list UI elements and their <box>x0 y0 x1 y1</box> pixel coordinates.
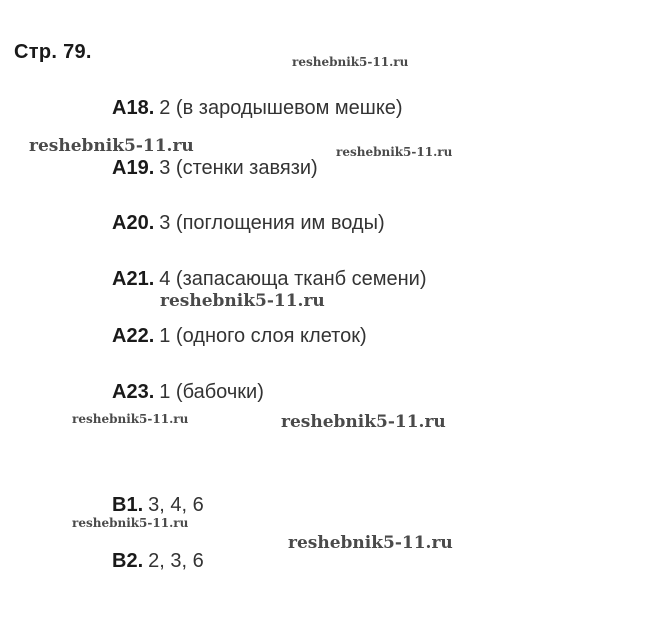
answer-text: 2 (в зародышевом мешке) <box>159 97 403 119</box>
answer-text: 2, 3, 6 <box>148 550 204 572</box>
watermark: reshebnik5-11.ru <box>292 55 409 69</box>
answer-number: В1. <box>112 494 144 516</box>
answer-number: А18. <box>112 97 155 119</box>
answer-number: А20. <box>112 212 155 234</box>
answer-number: В2. <box>112 550 144 572</box>
answer-text: 3, 4, 6 <box>148 494 204 516</box>
answer-a23 <box>112 381 264 404</box>
watermark: reshebnik5-11.ru <box>336 145 453 159</box>
answer-text: 4 (запасающа тканб семени) <box>159 268 427 290</box>
answer-b1 <box>112 494 204 517</box>
answer-number: А22. <box>112 325 155 347</box>
answer-b2 <box>112 550 204 573</box>
watermark: reshebnik5-11.ru <box>160 291 325 311</box>
answer-number: А19. <box>112 157 155 179</box>
watermark: reshebnik5-11.ru <box>288 533 453 553</box>
answer-a18 <box>112 97 403 120</box>
answer-a20 <box>112 212 385 235</box>
watermark: reshebnik5-11.ru <box>281 412 446 432</box>
answer-a19 <box>112 157 318 180</box>
answer-text: 1 (бабочки) <box>159 381 264 403</box>
watermark: reshebnik5-11.ru <box>29 136 194 156</box>
answer-text: 3 (стенки завязи) <box>159 157 318 179</box>
answer-text: 3 (поглощения им воды) <box>159 212 385 234</box>
watermark: reshebnik5-11.ru <box>72 516 189 530</box>
answer-a22 <box>112 325 367 348</box>
answer-a21 <box>112 268 427 291</box>
watermark: reshebnik5-11.ru <box>72 412 189 426</box>
answer-number: А23. <box>112 381 155 403</box>
page-number: Стр. 79. <box>14 41 92 63</box>
answer-text: 1 (одного слоя клеток) <box>159 325 367 347</box>
answer-number: А21. <box>112 268 155 290</box>
